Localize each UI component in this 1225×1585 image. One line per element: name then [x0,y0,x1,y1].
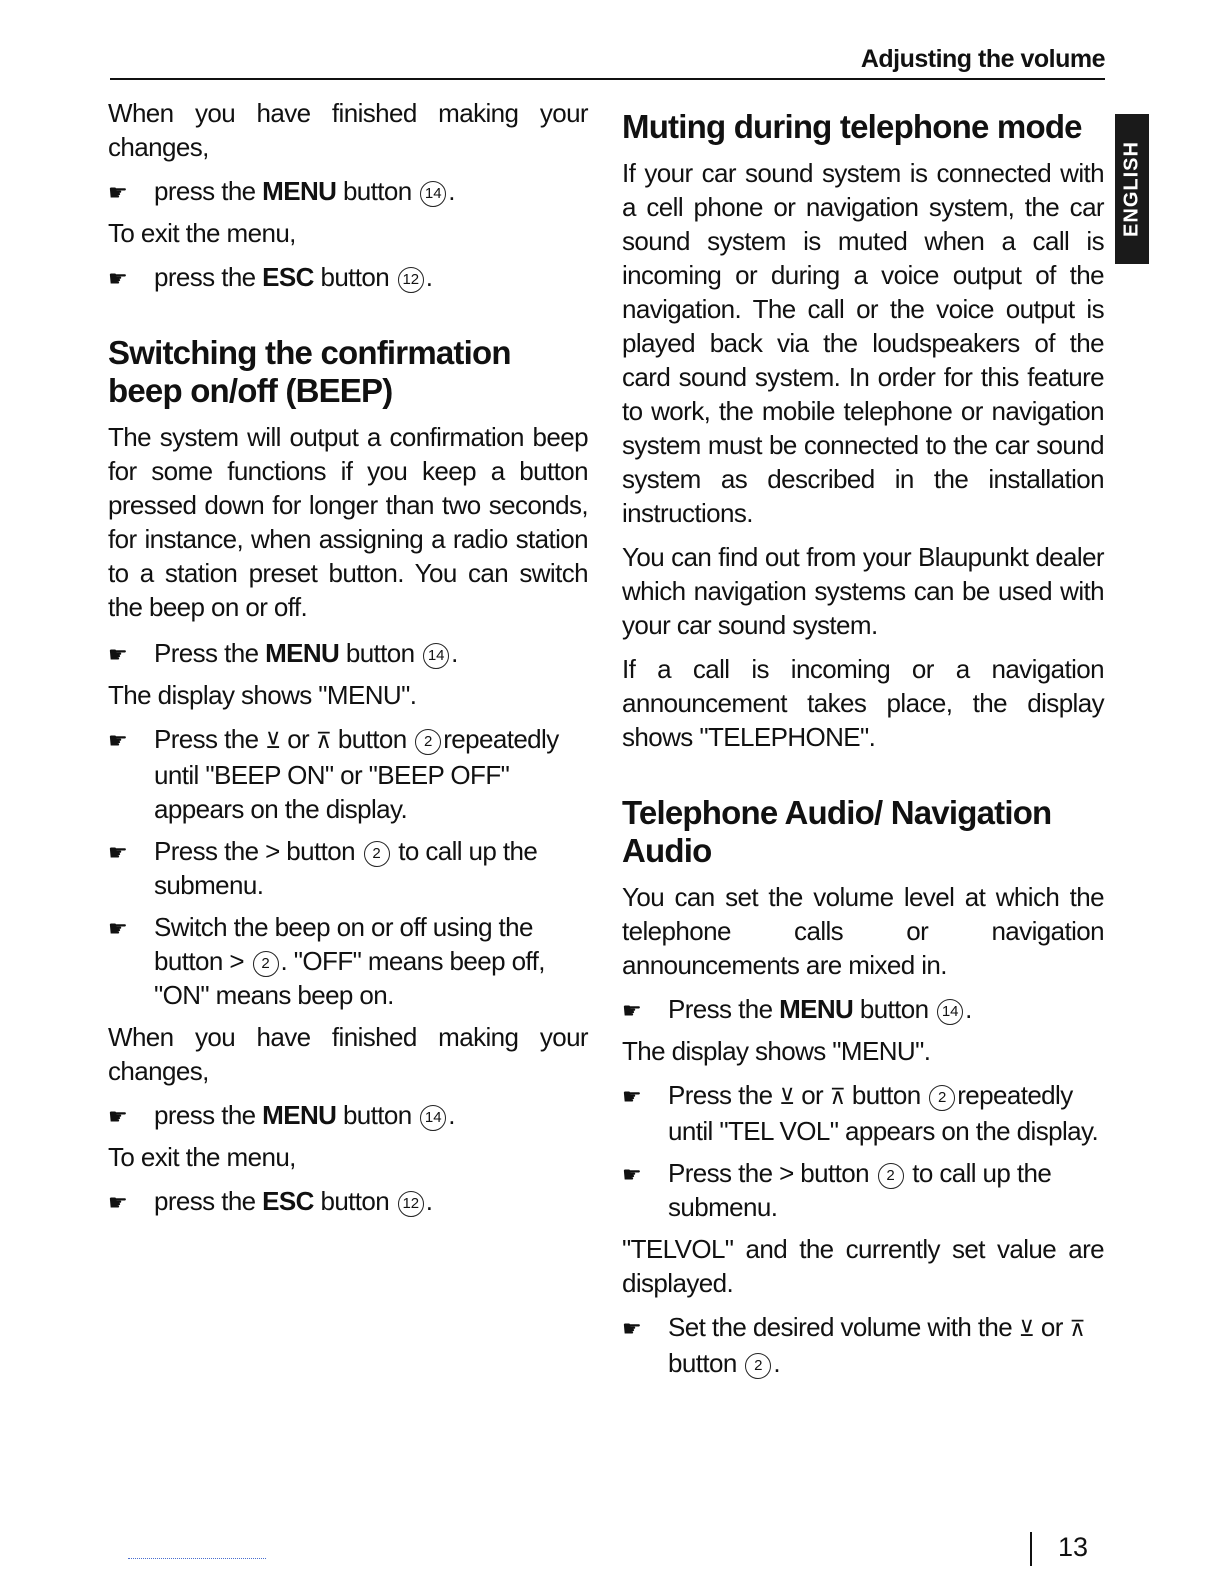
control-number-icon: 14 [937,999,963,1025]
control-number-icon: 2 [878,1163,904,1189]
control-number-icon: 14 [420,181,446,207]
pointing-hand-icon: ☛ [108,1104,128,1129]
paragraph: You can set the volume level at which the telephone calls or navigation announcements are mixed in. [622,882,1104,980]
control-number-icon: 2 [364,841,390,867]
paragraph: If a call is incoming or a navigation announcement takes place, the display shows "TELEPHONE". [622,654,1104,752]
arrow-up-icon: ⊼ [829,1084,846,1109]
control-number-icon: 12 [398,267,424,293]
pointing-hand-icon: ☛ [108,180,128,205]
pointing-hand-icon: ☛ [622,998,642,1023]
instruction-bullet: ☛ Set the desired volume with the ⊻ or ⊼ button 2 . [622,1312,1085,1378]
control-number-icon: 12 [398,1191,424,1217]
paragraph: "TELVOL" and the currently set value are displayed. [622,1234,1104,1298]
instruction-bullet: ☛ Press the ⊻ or ⊼ button 2 repeatedly until "TEL VOL" appears on the display. [622,1080,1099,1146]
paragraph: When you have finished making your changes, [108,1022,588,1086]
paragraph: The display shows "MENU". [622,1036,931,1066]
pointing-hand-icon: ☛ [108,840,128,865]
footer-dotted-line [128,1558,266,1559]
section-heading: Telephone Audio/ Navigation Audio [622,794,1052,869]
instruction-bullet: ☛ Press the > button 2 to call up the submenu. [108,836,538,900]
pointing-hand-icon: ☛ [108,916,128,941]
page-number-divider [1030,1532,1032,1566]
paragraph: To exit the menu, [108,1142,296,1172]
arrow-down-icon: ⊻ [779,1084,795,1109]
pointing-hand-icon: ☛ [108,728,128,753]
section-heading: Switching the confirmation beep on/off (BEEP) [108,334,511,409]
page-header [110,40,1105,80]
control-number-icon: 2 [929,1085,955,1111]
left-column [108,96,588,1218]
instruction-bullet: ☛ Press the MENU button 14 . [622,992,1104,1026]
instruction-bullet: ☛ press the MENU button 14 . [108,174,588,208]
instruction-bullet: ☛ press the MENU button 14 . [108,1098,588,1132]
instruction-bullet: ☛ Press the > button 2 to call up the submenu. [622,1158,1052,1222]
pointing-hand-icon: ☛ [108,266,128,291]
instruction-bullet: ☛ Press the MENU button 14 . [108,636,588,670]
pointing-hand-icon: ☛ [622,1084,642,1109]
control-number-icon: 2 [253,951,279,977]
control-number-icon: 2 [745,1353,771,1379]
arrow-right-icon: > [229,946,244,976]
page-number: 13 [1058,1532,1089,1562]
paragraph: To exit the menu, [108,218,296,248]
arrow-down-icon: ⊻ [265,728,281,753]
control-number-icon: 14 [420,1105,446,1131]
pointing-hand-icon: ☛ [622,1316,642,1341]
instruction-bullet: ☛ Switch the beep on or off using the button > 2 . "OFF" means beep off, "ON" means beep on. [108,912,545,1010]
arrow-right-icon: > [779,1158,794,1188]
arrow-up-icon: ⊼ [1069,1316,1085,1341]
arrow-up-icon: ⊼ [315,728,332,753]
language-tab [1115,114,1149,264]
instruction-bullet: ☛ press the ESC button 12 . [108,260,588,294]
arrow-down-icon: ⊻ [1018,1316,1035,1341]
pointing-hand-icon: ☛ [108,1190,128,1215]
pointing-hand-icon: ☛ [622,1162,642,1187]
header-title: Adjusting the volume [860,45,1105,73]
arrow-right-icon: > [265,836,280,866]
right-column [622,96,1104,1380]
control-number-icon: 14 [423,643,449,669]
control-number-icon: 2 [415,729,441,755]
paragraph: The system will output a confirmation beep for some functions if you keep a button pressed down for longer than two seconds, for instance, when assigning a radio station to a station preset button. You can switch the beep on or off. [108,422,588,622]
paragraph: If your car sound system is connected with a cell phone or navigation system, the car sound system is muted when a call is incoming or during a voice output of the navigation. The call or the voice output is played back via the loudspeakers of the card sound system. In order for this feature to work, the mobile telephone or navigation system must be connected to the car sound system as described in the installation instructions. [622,158,1104,528]
paragraph: The display shows "MENU". [108,680,417,710]
instruction-bullet: ☛ Press the ⊻ or ⊼ button 2 repeatedly until "BEEP ON" or "BEEP OFF" appears on the display. [108,724,559,824]
language-tab-label: ENGLISH [1120,141,1143,237]
paragraph: When you have finished making your changes, [108,98,588,162]
paragraph: You can find out from your Blaupunkt dealer which navigation systems can be used with your car sound system. [622,542,1104,640]
section-heading: Muting during telephone mode [622,108,1082,145]
pointing-hand-icon: ☛ [108,642,128,667]
instruction-bullet: ☛ press the ESC button 12 . [108,1184,588,1218]
